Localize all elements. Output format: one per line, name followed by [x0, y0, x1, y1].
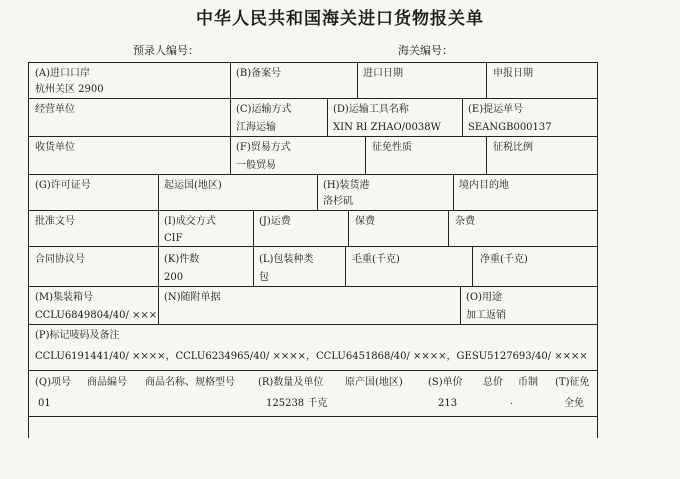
container-number-value: CCLU6849804/40/ ××× [35, 310, 158, 321]
trade-mode-value: 一般贸易 [236, 160, 276, 171]
grid-line [28, 324, 598, 325]
package-count-value: 200 [164, 272, 184, 283]
package-count-label: (K)件数 [164, 254, 200, 265]
grid-line [28, 136, 598, 137]
approval-number-label: 批准文号 [35, 216, 75, 227]
grid-line [28, 370, 598, 371]
trade-terms-value: CIF [164, 233, 183, 244]
import-date-label: 进口日期 [363, 68, 403, 79]
preentry-number-label: 预录人编号： [133, 44, 199, 57]
import-port-label: (A)进口口岸 [35, 68, 91, 79]
form-title: 中华人民共和国海关进口货物报关单 [196, 9, 484, 29]
unit-price-label: (S)单价 [428, 377, 463, 388]
grid-line [230, 98, 231, 136]
grid-line [28, 174, 598, 175]
grid-line [28, 62, 598, 63]
bill-of-lading-label: (E)提运单号 [468, 104, 524, 115]
grid-line [253, 246, 254, 286]
item-number-value: 01 [38, 398, 51, 409]
grid-line [158, 246, 159, 286]
destination-label: 境内目的地 [459, 180, 509, 191]
trade-terms-label: (I)成交方式 [164, 216, 216, 227]
currency-mark: . [510, 396, 514, 407]
origin-region-value: 213 [438, 398, 458, 409]
marks-remarks-value: CCLU6191441/40/ ××××，CCLU6234965/40/ ××××，CCLU6451868/40/ ××××，GESU5127693/40/ ×××× [35, 351, 588, 362]
grid-line [230, 62, 231, 98]
net-weight-label: 净重(千克) [480, 254, 528, 265]
gross-weight-label: 毛重(千克) [352, 254, 400, 265]
operator-label: 经营单位 [35, 104, 75, 115]
grid-line [253, 210, 254, 246]
grid-line [448, 210, 449, 246]
grid-line [158, 286, 159, 324]
package-type-value: 包 [259, 272, 269, 283]
grid-line [460, 286, 461, 324]
grid-line [486, 62, 487, 98]
grid-line [28, 62, 29, 438]
commodity-name-label: 商品名称、规格型号 [145, 377, 235, 388]
grid-line [317, 174, 318, 210]
package-type-label: (L)包装种类 [259, 254, 314, 265]
grid-line [486, 136, 487, 174]
origin-country-label: 起运国(地区) [164, 180, 222, 191]
attached-docs-label: (N)随附单据 [164, 292, 221, 303]
insurance-label: 保费 [355, 216, 375, 227]
grid-line [28, 246, 598, 247]
loading-port-label: (H)装货港 [323, 180, 370, 191]
grid-line [348, 210, 349, 246]
grid-line [357, 62, 358, 98]
declare-date-label: 申报日期 [493, 68, 533, 79]
purpose-value: 加工返销 [466, 310, 506, 321]
grid-line [597, 62, 598, 438]
freight-label: (J)运费 [259, 216, 291, 227]
consignee-label: 收货单位 [35, 142, 75, 153]
import-port-value: 杭州关区 2900 [35, 84, 104, 95]
grid-line [472, 246, 473, 286]
license-number-label: (G)许可证号 [35, 180, 91, 191]
total-price-label: 总价 [483, 377, 503, 388]
loading-port-value: 洛杉矶 [323, 196, 353, 207]
commodity-code-label: 商品编号 [87, 377, 127, 388]
grid-line [345, 246, 346, 286]
grid-line [158, 174, 159, 210]
quantity-unit-value: 125238 千克 [266, 398, 328, 409]
marks-remarks-label: (P)标记唛码及备注 [35, 330, 120, 341]
customs-number-label: 海关编号： [398, 44, 453, 57]
grid-line [230, 136, 231, 174]
grid-line [327, 98, 328, 136]
grid-line [365, 136, 366, 174]
trade-mode-label: (F)贸易方式 [236, 142, 291, 153]
purpose-label: (O)用途 [466, 292, 503, 303]
container-number-label: (M)集装箱号 [35, 292, 94, 303]
tax-exemption-label: (T)征免 [555, 377, 590, 388]
bill-of-lading-value: SEANGB000137 [468, 122, 552, 133]
currency-label: 币制 [518, 377, 538, 388]
grid-line [28, 210, 598, 211]
grid-line [462, 98, 463, 136]
item-number-label: (Q)项号 [35, 377, 72, 388]
grid-line [28, 98, 598, 99]
grid-line [158, 210, 159, 246]
grid-line [28, 286, 598, 287]
transport-mode-value: 江海运输 [236, 122, 276, 133]
contract-number-label: 合同协议号 [35, 254, 85, 265]
record-number-label: (B)备案号 [236, 68, 282, 79]
misc-fee-label: 杂费 [455, 216, 475, 227]
tax-ratio-label: 征税比例 [493, 142, 533, 153]
grid-line [453, 174, 454, 210]
quantity-unit-label: (R)数量及单位 [258, 377, 324, 388]
vessel-name-label: (D)运输工具名称 [333, 104, 409, 115]
grid-line [28, 416, 598, 417]
tax-exemption-value: 全免 [564, 398, 584, 409]
origin-region-label: 原产国(地区) [345, 377, 403, 388]
exemption-label: 征免性质 [372, 142, 412, 153]
transport-mode-label: (C)运输方式 [236, 104, 292, 115]
vessel-name-value: XIN RI ZHAO/0038W [333, 122, 441, 133]
